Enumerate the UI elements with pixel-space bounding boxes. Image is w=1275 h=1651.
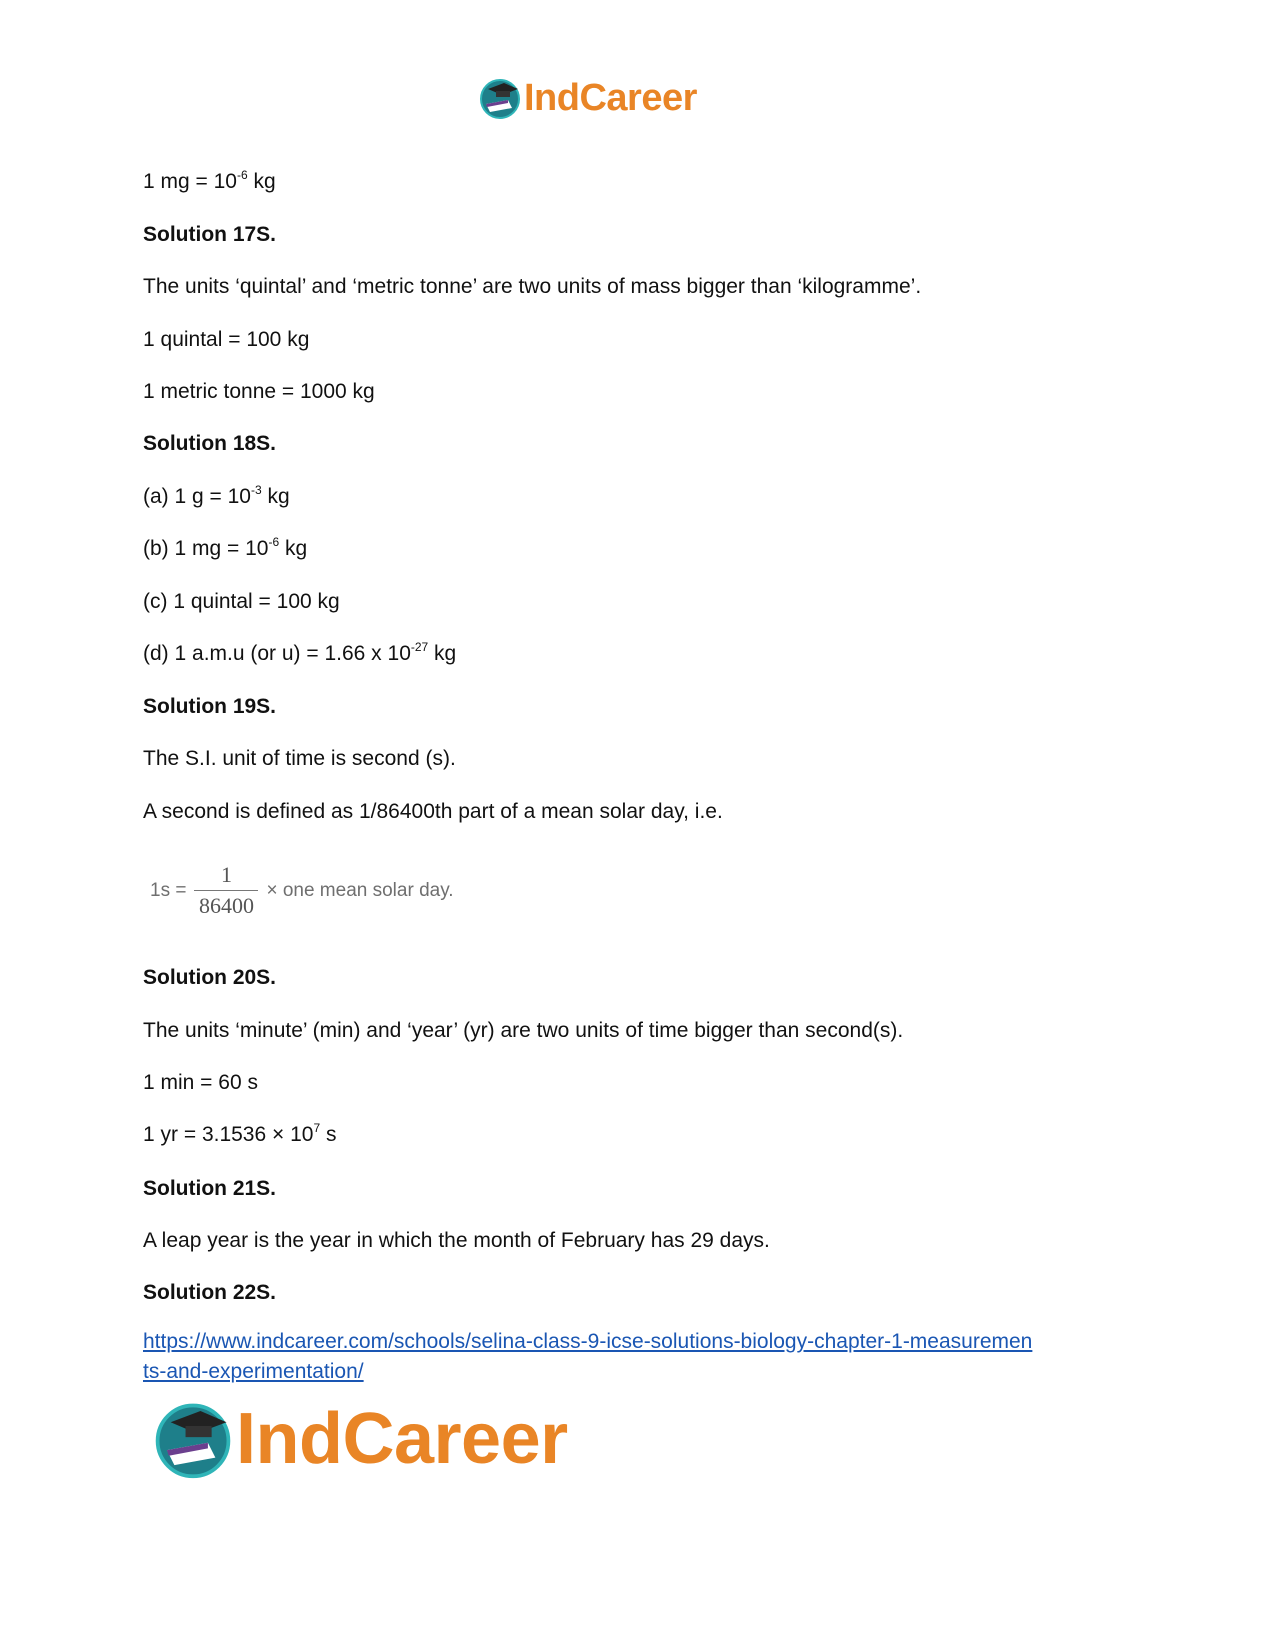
paragraph-20a: 1 min = 60 s <box>143 1071 258 1094</box>
paragraph-18d <box>143 641 456 667</box>
graduation-cap-book-globe-icon <box>152 1398 234 1480</box>
heading-solution-21s: Solution 21S. <box>143 1177 277 1200</box>
text-line-1mg <box>143 169 276 195</box>
header-logo <box>478 76 697 120</box>
fraction-denominator: 86400 <box>198 893 254 918</box>
text-part: 1 mg = 10 <box>143 170 237 193</box>
formula-lhs: 1s = <box>150 879 187 901</box>
heading-solution-20s: Solution 20S. <box>143 966 277 989</box>
heading-solution-17s: Solution 17S. <box>143 223 277 246</box>
paragraph-21: A leap year is the year in which the month of February has 29 days. <box>143 1229 770 1252</box>
formula-fraction <box>194 862 258 919</box>
paragraph-19b: A second is defined as 1/86400th part of a mean solar day, i.e. <box>143 800 723 823</box>
text-part: (d) 1 a.m.u (or u) = 1.66 x 10 <box>143 642 411 665</box>
text-part: (b) 1 mg = 10 <box>143 537 269 560</box>
graduation-cap-book-globe-icon <box>478 76 522 120</box>
formula-rhs: × one mean solar day. <box>266 879 454 901</box>
text-part: kg <box>428 642 457 665</box>
heading-solution-18s: Solution 18S. <box>143 432 277 455</box>
superscript: 7 <box>313 1121 321 1135</box>
footer-logo <box>152 1398 568 1480</box>
paragraph-18a <box>143 484 290 510</box>
paragraph-20b <box>143 1122 337 1148</box>
formula-second-definition <box>150 862 454 919</box>
superscript: -6 <box>236 168 248 182</box>
source-link-line2[interactable]: ts-and-experimentation/ <box>143 1360 364 1383</box>
footer-logo-text: IndCareer <box>236 1399 568 1479</box>
source-link-line1[interactable]: https://www.indcareer.com/schools/selina-class-9-icse-solutions-biology-chapter-1-measuremen <box>143 1330 1033 1353</box>
paragraph-18c: (c) 1 quintal = 100 kg <box>143 590 340 613</box>
header-logo-text: IndCareer <box>524 76 697 119</box>
paragraph-17b: 1 metric tonne = 1000 kg <box>143 380 375 403</box>
superscript: -27 <box>410 640 429 654</box>
text-part: s <box>320 1123 337 1146</box>
paragraph-17: The units ‘quintal’ and ‘metric tonne’ are two units of mass bigger than ‘kilogramme’. <box>143 275 922 298</box>
text-part: kg <box>247 170 276 193</box>
text-part: (a) 1 g = 10 <box>143 485 251 508</box>
superscript: -3 <box>250 483 262 497</box>
footer-link-block <box>143 1327 1123 1387</box>
fraction-numerator: 1 <box>220 862 232 887</box>
text-part: kg <box>279 537 308 560</box>
text-part: 1 yr = 3.1536 × 10 <box>143 1123 314 1146</box>
heading-solution-19s: Solution 19S. <box>143 695 277 718</box>
paragraph-19a: The S.I. unit of time is second (s). <box>143 747 456 770</box>
paragraph-18b <box>143 536 307 562</box>
superscript: -6 <box>268 535 280 549</box>
paragraph-20: The units ‘minute’ (min) and ‘year’ (yr) are two units of time bigger than second(s). <box>143 1019 904 1042</box>
heading-solution-22s: Solution 22S. <box>143 1281 277 1304</box>
paragraph-17a: 1 quintal = 100 kg <box>143 328 310 351</box>
text-part: kg <box>261 485 290 508</box>
